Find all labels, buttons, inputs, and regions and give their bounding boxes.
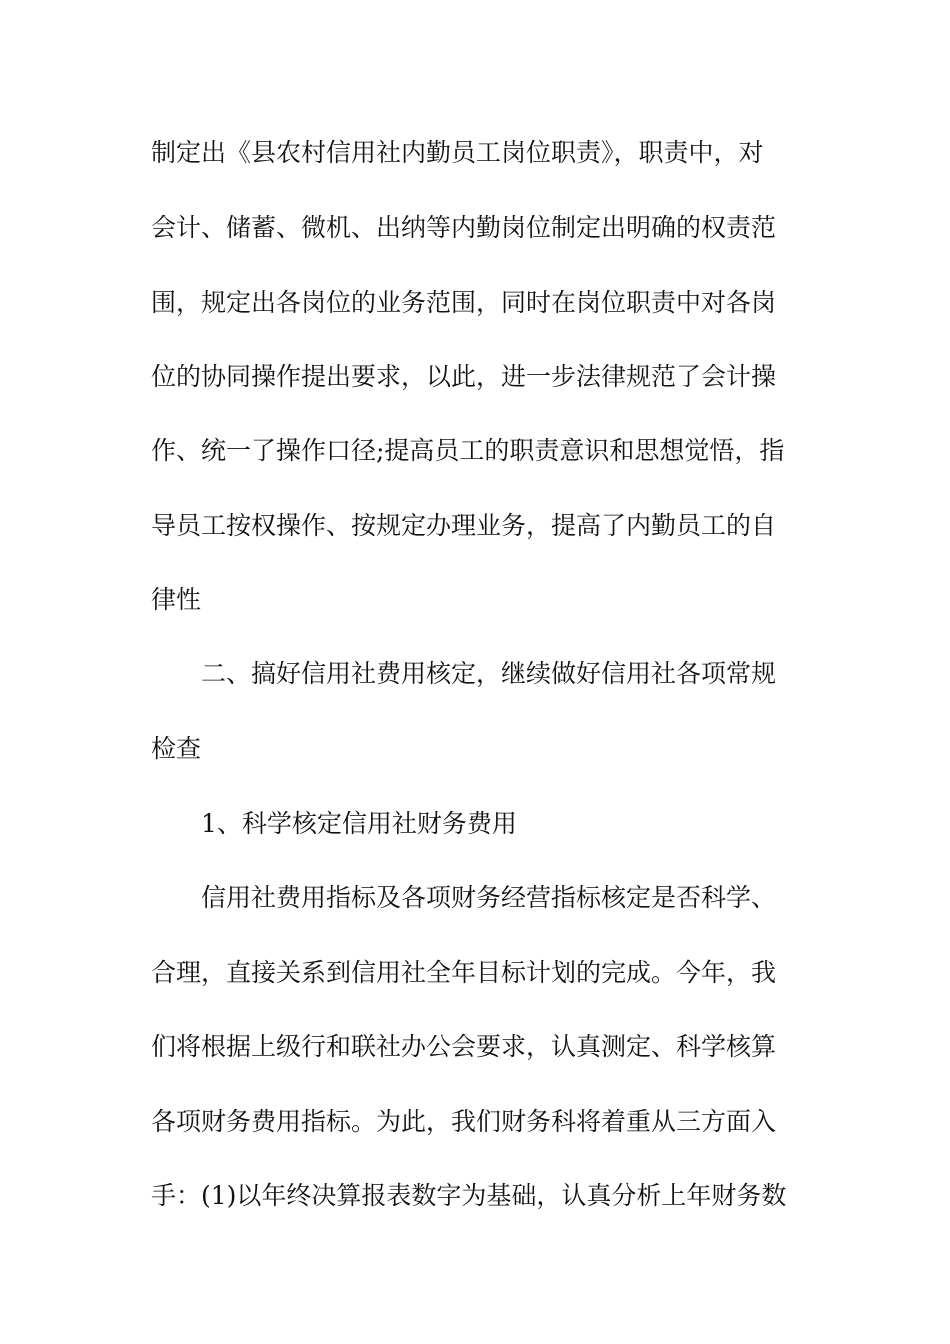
text-line: 们将根据上级行和联社办公会要求，认真测定、科学核算 xyxy=(151,1032,777,1061)
text-line: 作、统一了操作口径;提高员工的职责意识和思想觉悟，指 xyxy=(151,436,785,465)
text-line: 律性 xyxy=(151,585,202,614)
text-line: 合理，直接关系到信用社全年目标计划的完成。今年，我 xyxy=(151,958,777,987)
subsection-heading: 1、科学核定信用社财务费用 xyxy=(201,809,517,838)
text-line: 制定出《县农村信用社内勤员工岗位职责》，职责中，对 xyxy=(151,138,764,167)
text-line: 导员工按权操作、按规定办理业务，提高了内勤员工的自 xyxy=(151,511,777,540)
text-line: 各项财务费用指标。为此，我们财务科将着重从三方面入 xyxy=(151,1107,777,1136)
text-line: 位的协同操作提出要求，以此，进一步法律规范了会计操 xyxy=(151,362,777,391)
text-line: 会计、储蓄、微机、出纳等内勤岗位制定出明确的权责范 xyxy=(151,213,777,242)
text-line: 围，规定出各岗位的业务范围，同时在岗位职责中对各岗 xyxy=(151,288,777,317)
text-line: 手：(1)以年终决算报表数字为基础，认真分析上年财务数 xyxy=(151,1181,787,1210)
section-heading-line: 二、搞好信用社费用核定，继续做好信用社各项常规 xyxy=(201,659,777,688)
section-heading-line: 检查 xyxy=(151,734,202,763)
text-line: 信用社费用指标及各项财务经营指标核定是否科学、 xyxy=(201,883,777,912)
